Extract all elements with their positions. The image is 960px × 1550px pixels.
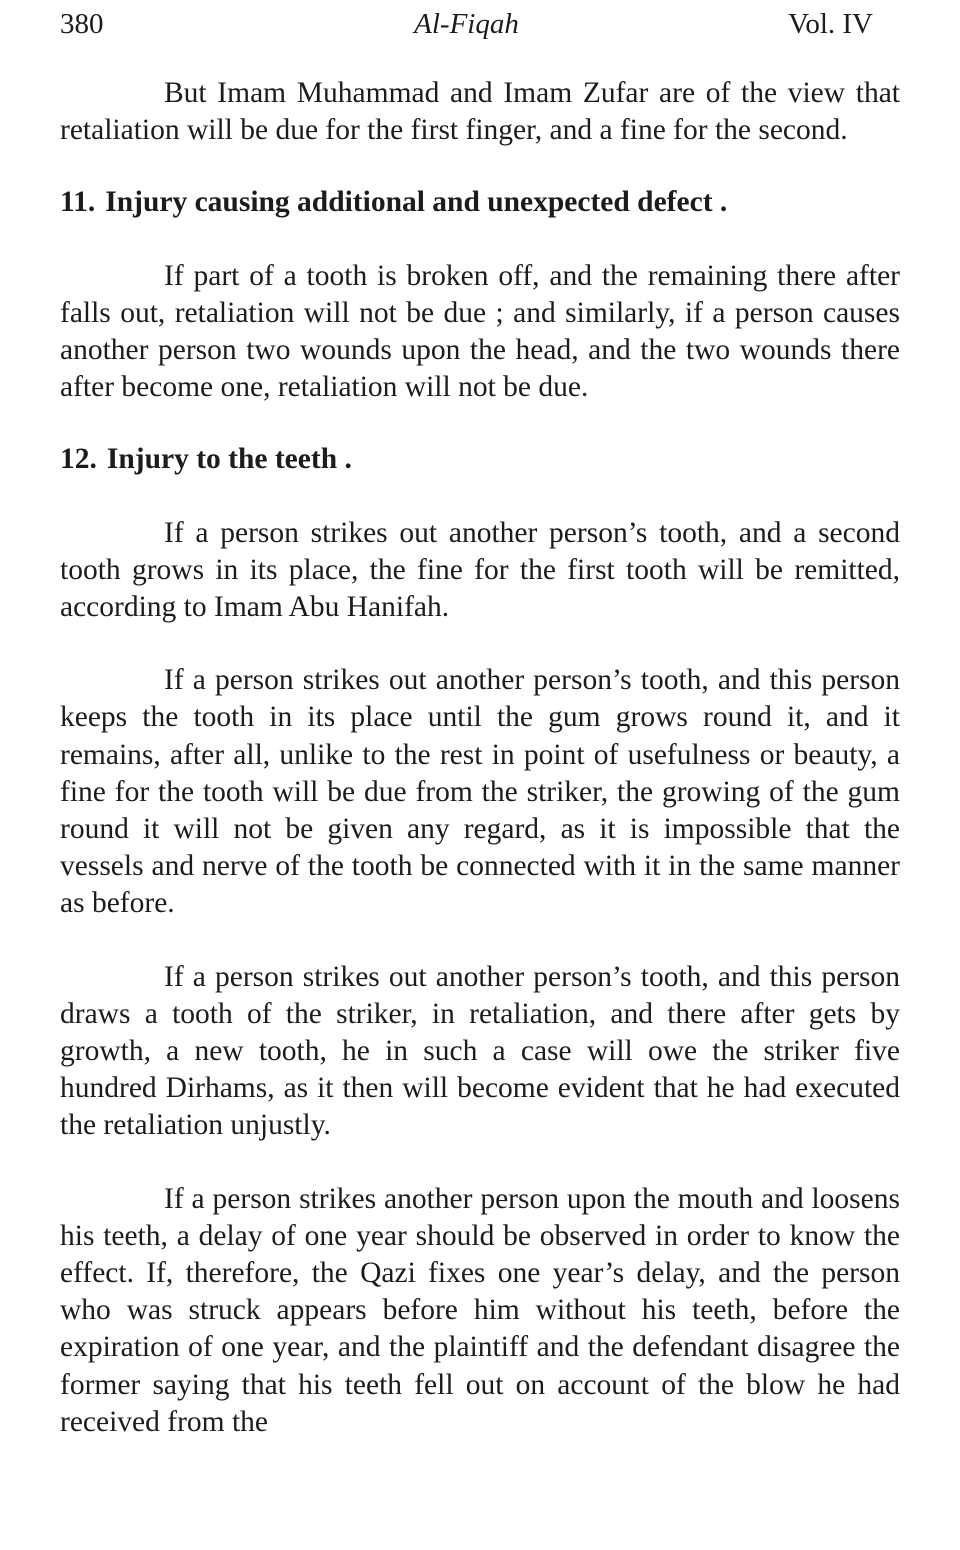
section-heading-11 bbox=[60, 184, 900, 221]
section-title: Injury causing additional and unexpected defect . bbox=[105, 186, 728, 219]
page-number: 380 bbox=[60, 8, 104, 40]
section-heading-12 bbox=[60, 441, 900, 478]
page-body bbox=[60, 75, 900, 1441]
paragraph: If a person strikes out another person’s tooth, and a second tooth grows in its place, the fine for the first tooth will be remitted, according to Imam Abu Hanifah. bbox=[60, 516, 900, 624]
paragraph-continued: But Imam Muhammad and Imam Zufar are of the view that retaliation will be due for the first finger, and a fine for the second. bbox=[60, 77, 900, 147]
section-number: 12. bbox=[60, 443, 97, 476]
section-title: Injury to the teeth . bbox=[106, 443, 352, 476]
paragraph: If a person strikes out another person’s tooth, and this person keeps the tooth in its place until the gum grows round it, and it remains, after all, unlike to the rest in point of usefulness or beauty, a fine for the tooth will be due from the striker, the growing of the gum round it will not be given any regard, as it is impossible that the vessels and nerve of the tooth be connected with it in the same manner as before. bbox=[60, 664, 900, 920]
section-number: 11. bbox=[60, 186, 96, 219]
book-title: Al-Fiqah bbox=[414, 8, 519, 40]
running-head bbox=[60, 4, 873, 44]
paragraph: If part of a tooth is broken off, and the remaining there after falls out, retaliation will not be due ; and similarly, if a person causes another person two wounds upon the head, and the two wounds there after become one, retaliation will not be due. bbox=[60, 259, 900, 404]
paragraph: If a person strikes another person upon the mouth and loosens his teeth, a delay of one year should be observed in order to know the effect. If, therefore, the Qazi fixes one year’s delay, and the person who was struck appears before him without his teeth, before the expiration of one year, and the plaintiff and the defendant disagree the former saying that his teeth fell out on account of the blow he had received from the bbox=[60, 1182, 900, 1438]
paragraph: If a person strikes out another person’s tooth, and this person draws a tooth of the striker, in retaliation, and there after gets by growth, a new tooth, he in such a case will owe the striker five hundred Dirhams, as it then will become evident that he had executed the retaliation unjustly. bbox=[60, 960, 900, 1142]
volume-label: Vol. IV bbox=[788, 8, 873, 40]
